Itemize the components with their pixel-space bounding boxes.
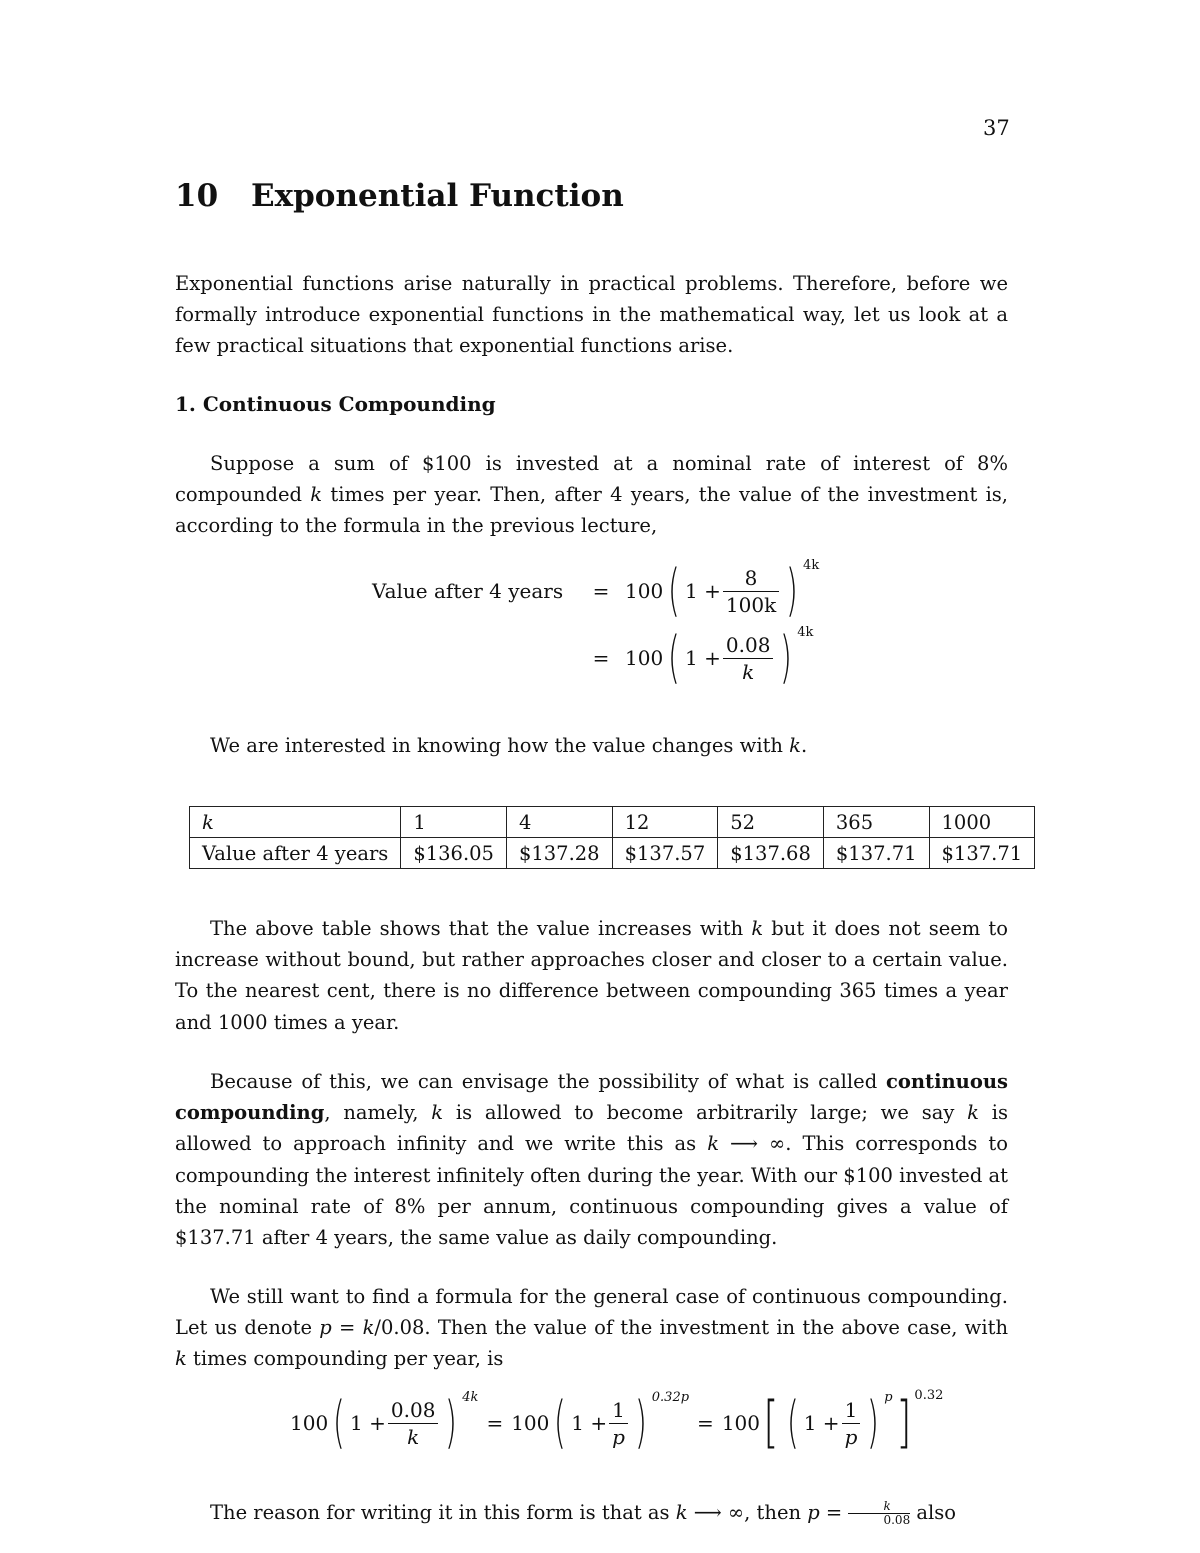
table-cell: $137.68 — [718, 838, 824, 869]
paragraph-3: The above table shows that the value increases with k but it does not seem to increase without bound, but rather approaches closer and closer to a certain value. To the nearest cent, there is no difference between compounding 365 times a year and 1000 times a year. — [175, 917, 1009, 1034]
page-number: 37 — [983, 116, 1010, 140]
fraction: $\frac{1}{p}$ — [842, 1397, 861, 1450]
paragraph-4: Because of this, we can envisage the possibility of what is called continuous compounding, namely, k is allowed to become arbitrarily large; we say k is allowed to approach infinity and we write this as k ⟶ ∞. This corresponds to compounding the interest infinitely often during the year. With our $100 invested at the nominal rate of 8% per annum, continuous compounding gives a value of $137.71 after 4 years, the same value as daily compounding. — [175, 1070, 1008, 1250]
intro-paragraph: Exponential functions arise naturally in practical problems. Therefore, before we formally introduce exponential functions in the mathematical way, let us look at a few practical situations that exponential functions arise. — [175, 272, 1008, 358]
left-bracket: [ — [763, 1390, 779, 1455]
table-cell: $137.71 — [823, 838, 929, 869]
table-cell: 1 — [401, 807, 507, 838]
left-paren: ( — [786, 1390, 799, 1455]
compounding-table — [189, 806, 1035, 869]
equation-2: 100 ( 1 + $\frac{0.08}{k}$ ) $^{4k}$ = 100 ( 1 + $\frac{1}{p}$ ) $^{0.32p}$ = 100 [ ( 1 + $\frac{1}{p}$ ) $^p$ ] $^{0.32}$ — [290, 1388, 944, 1455]
table-row — [190, 838, 1035, 869]
section-heading — [175, 178, 624, 214]
table-cell: k — [190, 807, 401, 838]
paragraph-2: We are interested in knowing how the value changes with k. — [210, 734, 808, 757]
equation-1-line-1: Value after 4 years = 100 ( 1 + $\frac{8}{100k}$ ) $^{4k}$ — [372, 558, 820, 623]
left-paren: ( — [668, 558, 681, 623]
fraction: $\frac{1}{p}$ — [609, 1397, 628, 1450]
right-bracket: ] — [895, 1390, 912, 1455]
table-cell: 4 — [506, 807, 612, 838]
right-paren: ) — [786, 558, 799, 623]
paragraph-1: Suppose a sum of $100 is invested at a nominal rate of interest of 8% compounded k times per year. Then, after 4 years, the value of the investment is, according to the formula in the previous lecture, — [175, 452, 1009, 538]
right-paren: ) — [780, 625, 793, 690]
table-cell: Value after 4 years — [190, 838, 401, 869]
left-paren: ( — [668, 625, 681, 690]
fraction: $\frac{0.08}{k}$ — [723, 632, 774, 685]
section-number: 10 — [175, 178, 219, 214]
table-cell: $136.05 — [401, 838, 507, 869]
right-paren: ) — [867, 1390, 880, 1455]
section-title: Exponential Function — [251, 178, 624, 214]
term-continuous-compounding: continuous compounding — [175, 1070, 1008, 1125]
left-paren: ( — [333, 1390, 346, 1455]
paragraph-6: The reason for writing it in this form is that as k ⟶ ∞, then p = $\frac{k}{0.08}$ also — [210, 1499, 957, 1527]
table-cell: $137.28 — [506, 838, 612, 869]
paragraph-5: We still want to find a formula for the general case of continuous compounding. Let us denote p = k/0.08. Then the value of the investment in the above case, with k times compounding per year, is — [175, 1285, 1008, 1371]
equation-1-line-2: = 100 ( 1 + $\frac{0.08}{k}$ ) $^{4k}$ — [592, 625, 814, 690]
fraction: $\frac{8}{100k}$ — [723, 565, 779, 618]
table-cell: 1000 — [929, 807, 1035, 838]
left-paren: ( — [554, 1390, 567, 1455]
table-cell: $137.57 — [612, 838, 718, 869]
subsection-heading: 1. Continuous Compounding — [175, 392, 496, 416]
fraction: $\frac{0.08}{k}$ — [388, 1397, 439, 1450]
right-paren: ) — [634, 1390, 647, 1455]
table-row — [190, 807, 1035, 838]
inline-fraction: $\frac{k}{0.08}$ — [848, 1500, 910, 1527]
table-cell: $137.71 — [929, 838, 1035, 869]
table-cell: 12 — [612, 807, 718, 838]
table-cell: 52 — [718, 807, 824, 838]
table-cell: 365 — [823, 807, 929, 838]
right-paren: ) — [445, 1390, 458, 1455]
